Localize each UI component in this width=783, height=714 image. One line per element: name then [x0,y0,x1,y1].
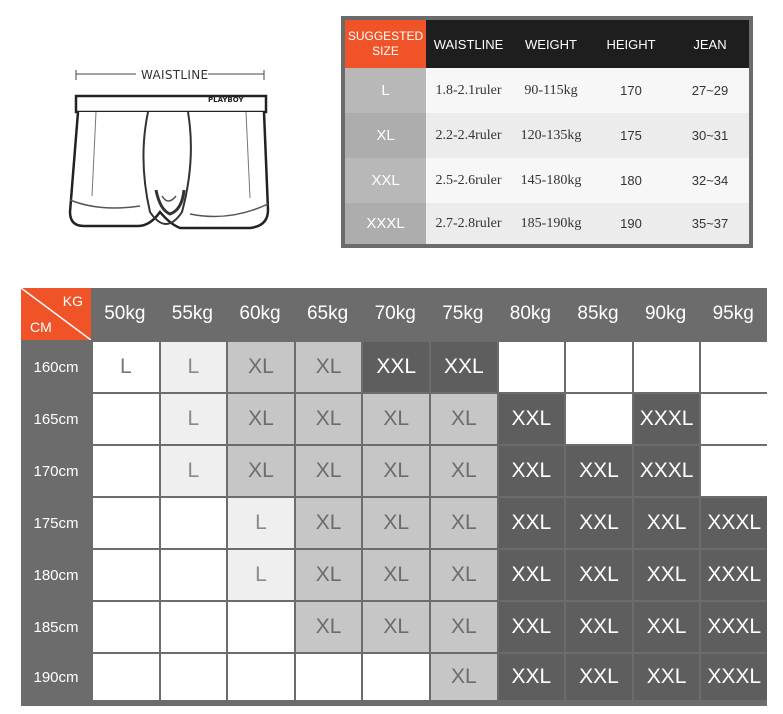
boxer-briefs-drawing [0,0,330,260]
weight-column-header: 55kg [171,303,213,324]
size-label: XL [345,113,426,158]
waistline-value: 1.8-2.1ruler [435,82,502,98]
size-cell: XXL [566,654,632,700]
size-label: XXL [345,158,426,203]
weight-value: 90-115kg [524,82,578,98]
jean-value: 27~29 [691,83,729,98]
size-cell [634,342,700,392]
size-cell: XL [431,550,497,600]
size-cell: XXL [499,446,565,496]
grid-corner [21,288,91,340]
size-cell [161,602,227,652]
size-cell [363,654,429,700]
size-cell: XXXL [701,498,767,548]
weight-column-header: 80kg [509,303,551,324]
waistline-value: 2.5-2.6ruler [435,172,502,188]
size-cell: XXXL [634,446,700,496]
size-cell [566,342,632,392]
weight-column-header: 70kg [374,303,416,324]
size-cell: XXL [499,602,565,652]
waistline-label: WAISTLINE [141,68,209,82]
height-row-header: 185cm [33,618,79,636]
weight-value: 145-180kg [520,172,582,188]
weight-column-header: 85kg [577,303,619,324]
size-cell: XXL [431,342,497,392]
height-row-header: 165cm [33,410,79,428]
height-row-header: 160cm [33,358,79,376]
size-cell [93,498,159,548]
size-cell: XXXL [701,602,767,652]
size-table-header [345,20,749,68]
size-cell [93,654,159,700]
size-cell: XL [431,498,497,548]
size-cell: XXL [634,498,700,548]
size-cell: XL [431,654,497,700]
header-jean: JEAN [693,36,727,52]
size-cell: L [228,550,294,600]
size-cell [93,446,159,496]
corner-kg-label: KG [62,293,83,309]
size-cell [701,342,767,392]
size-cell: L [161,394,227,444]
size-cell: XL [296,498,362,548]
size-cell [701,394,767,444]
waistline-value: 2.7-2.8ruler [435,215,502,231]
waistline-value: 2.2-2.4ruler [435,127,502,143]
size-cell: XL [363,550,429,600]
weight-value: 185-190kg [520,215,582,231]
size-cell: XL [296,602,362,652]
weight-column-header: 65kg [306,303,349,324]
jean-value: 30~31 [691,128,729,143]
size-cell: XXL [499,654,565,700]
header-suggested-size: SUGGESTED SIZE [345,20,426,68]
size-cell: XXL [499,394,565,444]
size-cell: XXL [566,550,632,600]
weight-column-header: 90kg [644,303,687,324]
size-cell [499,342,565,392]
weight-value: 120-135kg [520,127,582,143]
height-row-header: 190cm [33,668,79,686]
header-weight: WEIGHT [525,36,577,52]
size-cell: XL [296,342,362,392]
height-value: 175 [620,128,642,143]
size-cell [228,602,294,652]
header-waistline: WAISTLINE [433,36,504,52]
size-cell: XXL [634,550,700,600]
size-cell: XXL [363,342,429,392]
size-cell: XL [228,394,294,444]
size-grid [21,288,767,706]
size-cell: L [161,446,227,496]
weight-column-header: 75kg [442,303,484,324]
size-cell: XXXL [701,550,767,600]
size-cell: XL [228,342,294,392]
size-cell: XXXL [701,654,767,700]
size-cell: XL [296,394,362,444]
size-cell [161,654,227,700]
size-cell: XL [296,550,362,600]
size-cell: XXL [566,498,632,548]
header-height: HEIGHT [606,36,656,52]
height-value: 180 [620,173,642,188]
size-cell: XL [431,602,497,652]
size-cell [228,654,294,700]
size-cell: XL [363,446,429,496]
size-cell: XL [363,394,429,444]
jean-value: 32~34 [691,173,729,188]
size-cell: XXL [499,550,565,600]
underwear-illustration [0,0,330,260]
size-cell: XL [431,394,497,444]
size-cell [566,394,632,444]
brand-logo: PLAYBOY [208,96,244,104]
height-row-header: 180cm [33,566,79,584]
size-cell: XL [363,498,429,548]
size-cell [701,446,767,496]
height-value: 190 [620,216,642,231]
size-cell: XL [431,446,497,496]
size-cell [93,394,159,444]
weight-column-header: 60kg [239,303,281,324]
height-row-header: 175cm [33,514,79,532]
size-cell: XL [363,602,429,652]
height-value: 170 [620,83,642,98]
size-cell [296,654,362,700]
size-cell: XL [296,446,362,496]
size-cell: XXL [566,446,632,496]
size-label: XXXL [345,203,426,244]
size-label: L [345,68,426,113]
size-cell: XXL [566,602,632,652]
size-cell: XXL [499,498,565,548]
size-cell [93,550,159,600]
size-cell [93,602,159,652]
size-cell: L [228,498,294,548]
corner-cm-label: CM [30,319,52,335]
size-cell: XXL [634,602,700,652]
size-cell: L [93,342,159,392]
size-cell: XXL [634,654,700,700]
size-cell: XXXL [634,394,700,444]
size-cell [161,498,227,548]
size-cell: XL [228,446,294,496]
height-row-header: 170cm [33,462,79,480]
size-cell: L [161,342,227,392]
weight-column-header: 50kg [104,303,146,324]
size-cell [161,550,227,600]
weight-column-header: 95kg [712,303,754,324]
suggested-size-table [341,16,753,248]
jean-value: 35~37 [691,216,729,231]
